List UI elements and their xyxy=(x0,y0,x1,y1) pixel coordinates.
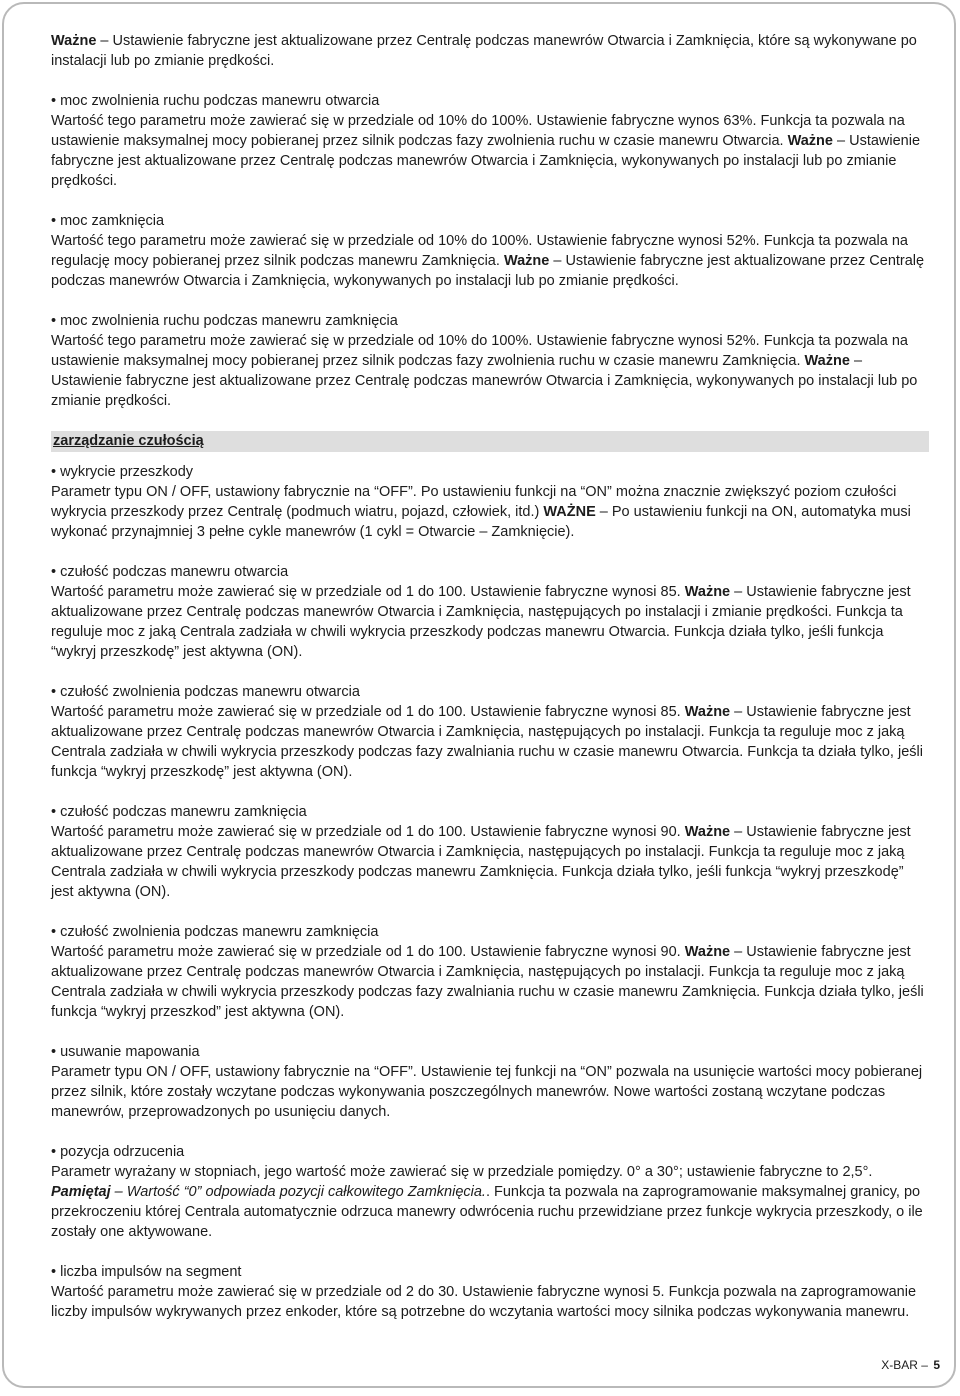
param-moc-zwolnienia-otwarcia xyxy=(51,91,929,191)
important-label: Ważne xyxy=(684,584,731,600)
param-description: Wartość parametru może zawierać się w przedziale od 1 do 100. Ustawienie fabryczne wynosi 90. Ważne – Ustawienie fabryczne jest aktualizowane przez Centralę podczas manewrów Otwarcia i Zamknięcia, następujących po instalacji. Funkcja ta reguluje moc z jaką Centrala zadziała w chwili wykrycia przeszkody podczas fazy zwalniania ruchu w czasie manewru Zamknięcia. Funkcja działa tylko, jeśli funkcja “wykryj przeszkod” jest aktywna (ON). xyxy=(51,944,924,1020)
param-moc-zwolnienia-zamkniecia xyxy=(51,311,929,411)
important-label: Ważne xyxy=(684,944,731,960)
param-title: • czułość podczas manewru otwarcia xyxy=(51,564,289,580)
param-description: Parametr typu ON / OFF, ustawiony fabrycznie na “OFF”. Ustawienie tej funkcji na “ON” pozwala na usunięcie wartości mocy pobieranej przez silnik, które zostały wczytane podczas wykonywania poszczególnych manewrów. Nowe wartości zostaną wczytane podczas manewrów, przeprowadzonych po usunięciu danych. xyxy=(51,1064,923,1120)
param-description: Parametr typu ON / OFF, ustawiony fabrycznie na “OFF”. Po ustawieniu funkcji na “ON” można znacznie zwiększyć poziom czułości wykrycia przeszkody przez Centralę (podmuch wiatru, pojazd, człowiek, itd.) WAŻNE – Po ustawieniu funkcji na ON, automatyka musi wykonać przynajmniej 3 pełne cykle manewrów (1 cykl = Otwarcie – Zamknięcie). xyxy=(51,484,911,540)
remember-label: Pamiętaj xyxy=(51,1184,111,1200)
param-title: • usuwanie mapowania xyxy=(51,1044,200,1060)
param-title: • wykrycie przeszkody xyxy=(51,464,194,480)
important-label: Ważne xyxy=(51,33,97,49)
important-label: Ważne xyxy=(684,704,731,720)
param-czulosc-zwolnienia-zamkniecia xyxy=(51,922,929,1022)
param-title: • czułość zwolnienia podczas manewru otwarcia xyxy=(51,684,360,700)
section-heading xyxy=(51,431,929,452)
param-title: • moc zwolnienia ruchu podczas manewru zamknięcia xyxy=(51,313,398,329)
param-description: Wartość tego parametru może zawierać się w przedziale od 10% do 100%. Ustawienie fabryczne wynosi 52%. Funkcja ta pozwala na ustawienie maksymalnej mocy pobieranej przez silnik podczas fazy zwolnienia ruchu w czasie manewru Zamknięcia. Ważne – Ustawienie fabryczne jest aktualizowane przez Centralę podczas manewrów Otwarcia i Zamknięcia, wykonywanych po instalacji lub po zmianie prędkości. xyxy=(51,333,918,409)
param-title: • czułość zwolnienia podczas manewru zamknięcia xyxy=(51,924,379,940)
param-title: • moc zwolnienia ruchu podczas manewru otwarcia xyxy=(51,93,380,109)
important-label: Ważne xyxy=(787,133,833,149)
param-title: • moc zamknięcia xyxy=(51,213,165,229)
important-label: WAŻNE xyxy=(543,504,596,520)
param-title: • liczba impulsów na segment xyxy=(51,1264,242,1280)
page-number: 5 xyxy=(933,1358,940,1372)
page-footer xyxy=(881,1358,940,1372)
intro-text: – Ustawienie fabryczne jest aktualizowane przez Centralę podczas manewrów Otwarcia i Zamknięcia, które są wykonywane po instalacji lub po zmianie prędkości. xyxy=(51,33,917,69)
param-wykrycie-przeszkody xyxy=(51,462,929,542)
param-description: Wartość parametru może zawierać się w przedziale od 2 do 30. Ustawienie fabryczne wynosi 5. Funkcja pozwala na zaprogramowanie liczby impulsów wykrywanych przez enkoder, które są potrzebne do wczytania wartości mocy silnika podczas wykonywania manewru. xyxy=(51,1284,917,1320)
param-czulosc-zamkniecia xyxy=(51,802,929,902)
param-description: Wartość tego parametru może zawierać się w przedziale od 10% do 100%. Ustawienie fabryczne wynosi 52%. Funkcja ta pozwala na regulację mocy pobieranej przez silnik podczas manewru Zamknięcia. Ważne – Ustawienie fabryczne jest aktualizowane przez Centralę podczas manewrów Otwarcia i Zamknięcia, wykonywanych po instalacji lub po zmianie prędkości. xyxy=(51,233,925,289)
document-page xyxy=(2,2,956,1388)
intro-paragraph xyxy=(51,31,929,71)
important-label: Ważne xyxy=(503,253,550,269)
param-usuwanie-mapowania xyxy=(51,1042,929,1122)
param-description: Wartość parametru może zawierać się w przedziale od 1 do 100. Ustawienie fabryczne wynosi 90. Ważne – Ustawienie fabryczne jest aktualizowane przez Centralę podczas manewrów Otwarcia i Zamknięcia, następujących po instalacji. Funkcja ta reguluje moc z jaką Centrala zadziała w chwili wykrycia przeszkody podczas manewru Zamknięcia. Funkcja działa tylko, jeśli funkcja “wykryj przeszkodę” jest aktywna (ON). xyxy=(51,824,911,900)
param-liczba-impulsow xyxy=(51,1262,929,1322)
important-label: Ważne xyxy=(804,353,850,369)
section-title: zarządzanie czułością xyxy=(53,433,204,449)
product-name: X-BAR – xyxy=(881,1358,928,1372)
param-description: Parametr wyrażany w stopniach, jego wartość może zawierać się w przedziale pomiędzy. 0° a 30°; ustawienie fabryczne to 2,5°. Pamiętaj – Wartość “0” odpowiada pozycji całkowitego Zamknięcia.. Funkcja ta pozwala na zaprogramowanie maksymalnej granicy, po przekroczeniu której Centrala automatycznie odrzuca manewry odwrócenia ruchu przewidziane przez funkcje wykrycia przeszkody, o ile zostały one aktywowane. xyxy=(51,1164,923,1240)
param-description: Wartość tego parametru może zawierać się w przedziale od 10% do 100%. Ustawienie fabryczne wynos 63%. Funkcja ta pozwala na ustawienie maksymalnej mocy pobieranej przez silnik podczas fazy zwolnienia ruchu w czasie manewru Otwarcia. Ważne – Ustawienie fabryczne jest aktualizowane przez Centralę podczas manewrów Otwarcia i Zamknięcia, wykonywanych po instalacji lub po zmianie prędkości. xyxy=(51,113,921,189)
param-title: • pozycja odrzucenia xyxy=(51,1144,185,1160)
param-czulosc-otwarcia xyxy=(51,562,929,662)
param-moc-zamkniecia xyxy=(51,211,929,291)
param-description: Wartość parametru może zawierać się w przedziale od 1 do 100. Ustawienie fabryczne wynosi 85. Ważne – Ustawienie fabryczne jest aktualizowane przez Centralę podczas manewrów Otwarcia i Zamknięcia, następujących po instalacji i zmianie prędkości. Funkcja ta reguluje moc z jaką Centrala zadziała w chwili wykrycia przeszkody podczas manewru Otwarcia. Funkcja działa tylko, jeśli funkcja “wykryj przeszkodę” jest aktywna (ON). xyxy=(51,584,911,660)
param-pozycja-odrzucenia xyxy=(51,1142,929,1242)
param-description: Wartość parametru może zawierać się w przedziale od 1 do 100. Ustawienie fabryczne wynosi 85. Ważne – Ustawienie fabryczne jest aktualizowane przez Centralę podczas manewrów Otwarcia i Zamknięcia, następujących po instalacji. Funkcja ta reguluje moc z jaką Centrala zadziała w chwili wykrycia przeszkody podczas fazy zwalniania ruchu w czasie manewru Otwarcia. Funkcja ta działa tylko, jeśli funkcja “wykryj przeszkodę” jest aktywna (ON). xyxy=(51,704,923,780)
page-content xyxy=(51,31,929,1342)
important-label: Ważne xyxy=(684,824,731,840)
param-czulosc-zwolnienia-otwarcia xyxy=(51,682,929,782)
param-title: • czułość podczas manewru zamknięcia xyxy=(51,804,307,820)
